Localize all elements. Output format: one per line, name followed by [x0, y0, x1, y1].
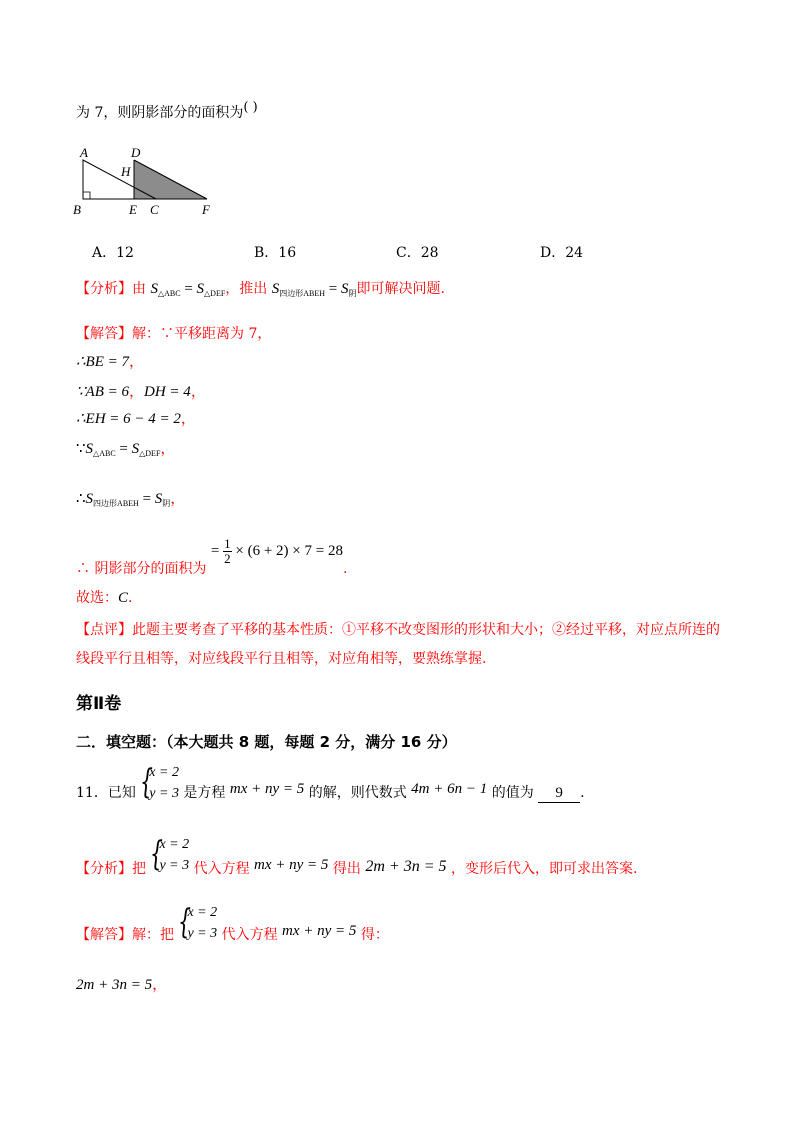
label-c: C [150, 202, 159, 217]
question-11: 11．已知 { x = 2 y = 3 是方程 mx + ny = 5 的解，则代数式 4m + 6n − 1 的值为 9 . [76, 762, 585, 802]
comment-tag: 【点评】 [76, 622, 132, 638]
solution-2: 【解答】解：把 { x = 2 y = 3 代入方程 mx + ny = 5 得： [76, 902, 389, 943]
label-d: D [131, 145, 141, 160]
analysis-1: 【分析】由 $S_{\triangle ABC} = S_{\triangle DEF}$，推出 $S_{四边形ABEH} = S_阴$即可解决问题. [76, 281, 445, 298]
solution-1-line-7: ∴ 阴影部分的面积为 = $\frac{1}{2}$ × (6 + 2) × 7 = 28. [76, 536, 348, 577]
part-title: 二．填空题：（本大题共 8 题，每题 2 分，满分 16 分） [76, 733, 457, 751]
solution-1-line-6: $\therefore S_{四边形ABEH} = S_阴$， [76, 491, 186, 508]
solution-1-line-4: ∴EH = 6 − 4 = 2， [76, 411, 196, 427]
section-title: 第Ⅱ卷 [76, 694, 122, 714]
label-e: E [129, 202, 137, 217]
comment-1-line-1: 【点评】此题主要考查了平移的基本性质：①平移不改变图形的形状和大小；②经过平移，对应点所连的 [76, 622, 720, 638]
solution-1-line-1: 【解答】解：∵平移距离为 7， [76, 326, 272, 342]
answer-blank: 9 [538, 785, 580, 803]
label-f: F [202, 202, 210, 217]
analysis-tag: 【分析】 [76, 281, 132, 297]
analysis-2: 【分析】把 { x = 2 y = 3 代入方程 mx + ny = 5 得出 2m + 3n = 5 ，变形后代入，即可求出答案. [76, 834, 638, 877]
solution-1-line-5: $\because S_{\triangle ABC} = S_{\triangle DEF}$， [76, 441, 176, 458]
option-b: B．16 [254, 245, 297, 261]
solution-tag: 【解答】 [76, 326, 132, 342]
label-b: B [73, 202, 81, 217]
option-d: D．24 [540, 245, 584, 261]
solution-1-line-3: ∵AB = 6，DH = 4， [76, 384, 206, 400]
question-text [76, 102, 258, 122]
geometry-figure [68, 140, 228, 220]
solution-1-line-2: ∴BE = 7， [76, 354, 145, 370]
comment-1-line-2: 线段平行且相等，对应线段平行且相等，对应角相等，要熟练掌握. [76, 651, 487, 667]
solution-1-line-8: 故选：C. [76, 590, 133, 606]
option-a: A．12 [92, 245, 134, 261]
question-tail: 为 7，则阴影部分的面积为 [76, 105, 244, 121]
right-angle-mark [83, 192, 90, 199]
option-c: C．28 [396, 245, 439, 261]
label-h: H [121, 164, 131, 179]
label-a: A [80, 145, 88, 160]
answer-paren: ( ) [243, 100, 258, 115]
solution-2-line-2: 2m + 3n = 5， [76, 977, 168, 993]
